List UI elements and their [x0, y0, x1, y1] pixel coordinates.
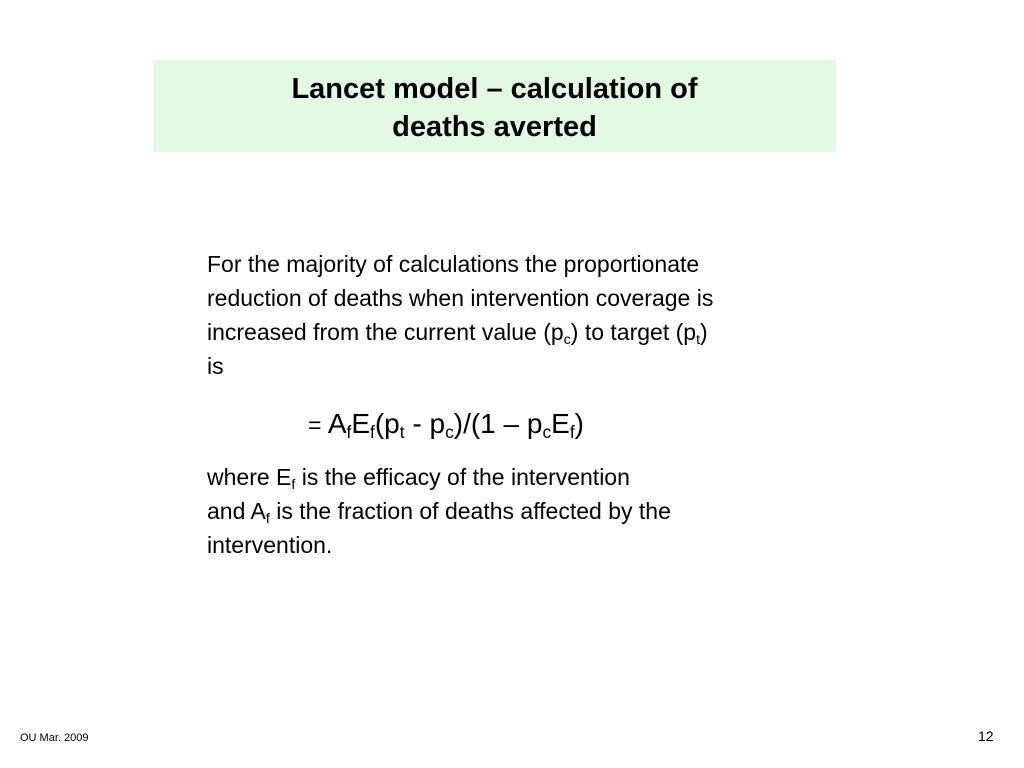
- definitions-paragraph: [207, 460, 671, 562]
- definition-line-2-a: and A: [207, 498, 266, 524]
- page-number: 12: [978, 728, 994, 744]
- formula-e-subscript: f: [370, 421, 375, 442]
- formula-end: ): [574, 408, 584, 439]
- formula-e2-subscript: f: [569, 421, 575, 442]
- formula-a: A: [327, 408, 347, 439]
- formula-a-subscript: f: [346, 421, 352, 442]
- body-line-3-text-c: ): [700, 319, 708, 345]
- body-line-3: [207, 315, 847, 349]
- definition-line-3: intervention.: [207, 532, 333, 558]
- body-line-2: reduction of deaths when intervention coverage is: [207, 285, 714, 311]
- definition-ef-subscript: f: [291, 476, 296, 493]
- formula-open: (p: [374, 408, 400, 439]
- definition-line-1-a: where E: [207, 464, 292, 490]
- slide-title-line-1: Lancet model – calculation of: [291, 73, 698, 105]
- formula-pc2-subscript: c: [542, 421, 552, 442]
- subscript-c: c: [563, 331, 571, 348]
- definition-af-subscript: f: [265, 510, 270, 527]
- formula-close: )/(1 – p: [453, 408, 543, 439]
- formula-pc-subscript: c: [445, 421, 454, 442]
- slide-title-line-2: deaths averted: [392, 111, 597, 143]
- formula: [308, 406, 584, 443]
- body-line-4: is: [207, 353, 224, 379]
- slide-title-box: [153, 60, 836, 152]
- body-line-3-text-b: ) to target (p: [570, 319, 697, 345]
- body-line-1: For the majority of calculations the proportionate: [207, 251, 700, 277]
- footer-date: OU Mar. 2009: [20, 732, 89, 744]
- definition-line-1-b: is the efficacy of the intervention: [295, 464, 630, 490]
- body-line-3-text-a: increased from the current value (p: [207, 319, 564, 345]
- definition-line-2-b: is the fraction of deaths affected by the: [269, 498, 671, 524]
- definition-line-1: [207, 460, 671, 494]
- body-paragraph: [207, 247, 847, 383]
- formula-e: E: [351, 408, 371, 439]
- formula-minus: - p: [404, 408, 446, 439]
- formula-pt-subscript: t: [399, 421, 405, 442]
- subscript-t: t: [696, 331, 701, 348]
- definition-line-2: [207, 494, 671, 528]
- formula-equals: =: [308, 412, 328, 438]
- formula-e2: E: [551, 408, 570, 439]
